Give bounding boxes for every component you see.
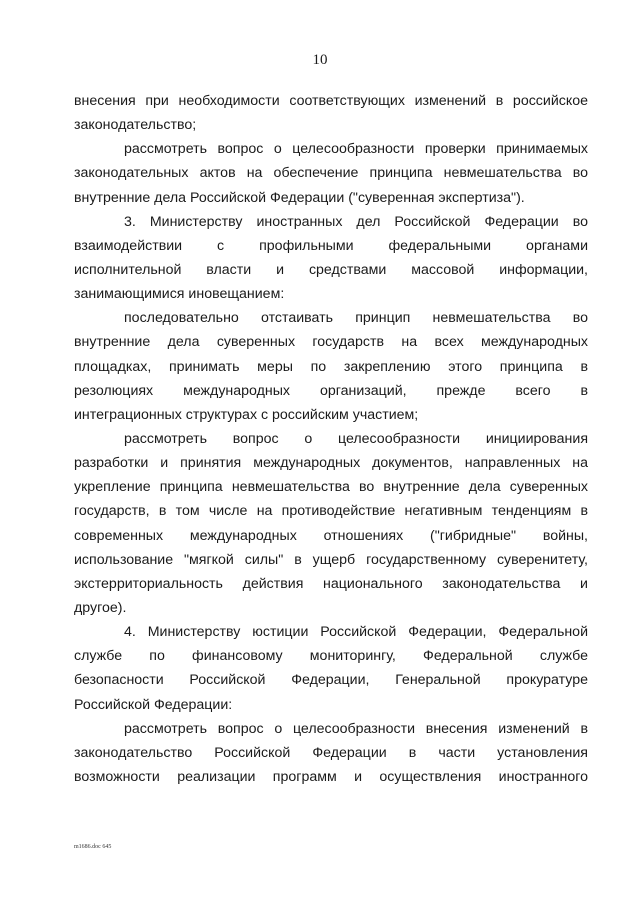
text-line: резолюциях международных организаций, прежде всего в: [74, 382, 588, 399]
text-line: интеграционных структурах с российским участием;: [74, 406, 419, 423]
document-footer: m1686.doc 645: [74, 844, 112, 850]
text-line: другое).: [74, 599, 127, 616]
text-line: службе по финансовому мониторингу, Федеральной службе: [74, 648, 588, 665]
paragraph: [74, 210, 588, 307]
text-line: законодательных актов на обеспечение принципа невмешательства во: [74, 165, 588, 182]
text-line: занимающимися иновещанием:: [74, 286, 285, 303]
paragraph: [74, 620, 588, 717]
text-line: последовательно отстаивать принцип невмешательства во: [124, 310, 588, 327]
text-line: исполнительной власти и средствами массовой информации,: [74, 261, 588, 278]
text-line: Российской Федерации:: [74, 696, 233, 713]
paragraph: [74, 717, 588, 789]
text-line: укрепление принципа невмешательства во внутренние дела суверенных: [74, 479, 588, 496]
text-line: разработки и принятия международных документов, направленных на: [74, 455, 588, 472]
paragraph: [74, 306, 588, 427]
text-line: законодательство Российской Федерации в части установления: [74, 744, 588, 761]
text-line: возможности реализации программ и осуществления иностранного: [74, 768, 588, 785]
text-line: рассмотреть вопрос о целесообразности инициирования: [124, 430, 588, 447]
text-line: внутренние дела Российской Федерации ("суверенная экспертиза").: [74, 189, 525, 206]
text-line: рассмотреть вопрос о целесообразности внесения изменений в: [124, 720, 588, 737]
paragraph: [74, 427, 588, 620]
paragraph: [74, 89, 588, 137]
text-line: внутренние дела суверенных государств на всех международных: [74, 334, 588, 351]
text-line: современных международных отношениях ("гибридные" войны,: [74, 527, 588, 544]
paragraph: [74, 137, 588, 209]
text-line: внесения при необходимости соответствующих изменений в российское: [74, 93, 588, 109]
text-line: рассмотреть вопрос о целесообразности проверки принимаемых: [124, 141, 588, 158]
text-line: 4. Министерству юстиции Российской Федерации, Федеральной: [124, 624, 588, 641]
page-number: 10: [312, 52, 328, 68]
text-line: площадках, принимать меры по закреплению этого принципа в: [74, 358, 588, 375]
text-line: взаимодействии с профильными федеральными органами: [74, 237, 588, 254]
text-line: экстерриториальность действия национального законодательства и: [74, 575, 588, 592]
text-line: безопасности Российской Федерации, Генеральной прокуратуре: [74, 672, 588, 689]
text-line: 3. Министерству иностранных дел Российской Федерации во: [124, 213, 588, 230]
text-line: государств, в том числе на противодействие негативным тенденциям в: [74, 503, 588, 520]
document-body: [74, 89, 588, 789]
text-line: законодательство;: [74, 117, 197, 134]
text-line: использование "мягкой силы" в ущерб государственному суверенитету,: [74, 551, 588, 568]
